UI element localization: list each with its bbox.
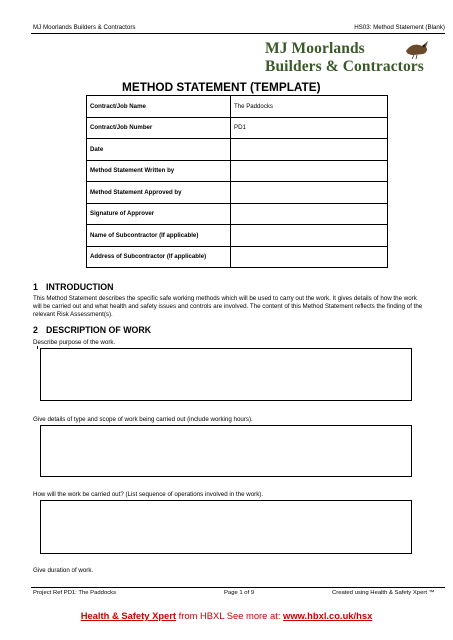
promo-banner: [0, 610, 453, 621]
prompt-sequence: How will the work be carried out? (List sequence of operations involved in the work).: [33, 491, 264, 498]
row-value: [231, 139, 388, 161]
row-value: [231, 182, 388, 204]
prompt-duration: Give duration of work.: [33, 567, 94, 574]
answer-box-sequence[interactable]: [40, 500, 412, 554]
row-label: Date: [87, 139, 231, 161]
header-divider: [31, 33, 445, 34]
footer-created-by: Created using Health & Safety Xpert ™: [332, 590, 435, 596]
table-row: [87, 160, 388, 182]
promo-url-link[interactable]: www.hbxl.co.uk/hsx: [283, 610, 373, 621]
section-title: DESCRIPTION OF WORK: [46, 325, 152, 335]
introduction-text: This Method Statement describes the specific safe working methods which will be used to carry out the work. It gives details of how the work will be carried out and what health and safety issues and controls are involved. The content of this Method Statement reflects the finding of the relevant Risk Assessment(s).: [33, 295, 423, 318]
row-label: Address of Subcontractor (If applicable): [87, 246, 231, 268]
table-row: [87, 139, 388, 161]
table-row: [87, 246, 388, 268]
section-heading-introduction: [33, 282, 113, 292]
header-company: MJ Moorlands Builders & Contractors: [33, 24, 136, 31]
field-marker: [37, 346, 39, 349]
row-label: Method Statement Approved by: [87, 182, 231, 204]
logo-text-line2: Builders & Contractors: [265, 58, 424, 75]
footer-project-ref: Project Ref PD1: The Paddocks: [33, 590, 117, 596]
header-document-ref: HS03: Method Statement (Blank): [354, 24, 445, 31]
row-label: Name of Subcontractor (If applicable): [87, 225, 231, 247]
logo-text-line1: MJ Moorlands: [265, 40, 365, 57]
answer-box-scope[interactable]: [40, 425, 412, 477]
prompt-purpose: Describe purpose of the work.: [33, 339, 116, 346]
answer-box-purpose[interactable]: [40, 348, 412, 401]
section-title: INTRODUCTION: [46, 282, 114, 292]
table-row: [87, 203, 388, 225]
table-row: [87, 96, 388, 118]
contract-info-table: [86, 95, 388, 268]
table-row: [87, 117, 388, 139]
promo-text: from HBXL See more at:: [176, 610, 284, 621]
row-value: [231, 160, 388, 182]
bird-icon: [402, 37, 432, 61]
section-number: 1: [33, 282, 38, 292]
table-row: [87, 182, 388, 204]
row-label: Contract/Job Name: [87, 96, 231, 118]
row-label: Signature of Approver: [87, 203, 231, 225]
row-value: The Paddocks: [231, 96, 388, 118]
footer-page-number: Page 1 of 9: [224, 590, 255, 596]
row-value: [231, 203, 388, 225]
row-value: PD1: [231, 117, 388, 139]
row-label: Contract/Job Number: [87, 117, 231, 139]
promo-brand-link[interactable]: Health & Safety Xpert: [80, 610, 177, 621]
page-title: METHOD STATEMENT (TEMPLATE): [122, 80, 321, 94]
footer-divider: [31, 587, 445, 588]
section-number: 2: [33, 325, 38, 335]
table-row: [87, 225, 388, 247]
row-label: Method Statement Written by: [87, 160, 231, 182]
row-value: [231, 246, 388, 268]
row-value: [231, 225, 388, 247]
section-heading-description: [33, 325, 151, 335]
prompt-scope: Give details of type and scope of work being carried out (include working hours).: [33, 416, 253, 423]
